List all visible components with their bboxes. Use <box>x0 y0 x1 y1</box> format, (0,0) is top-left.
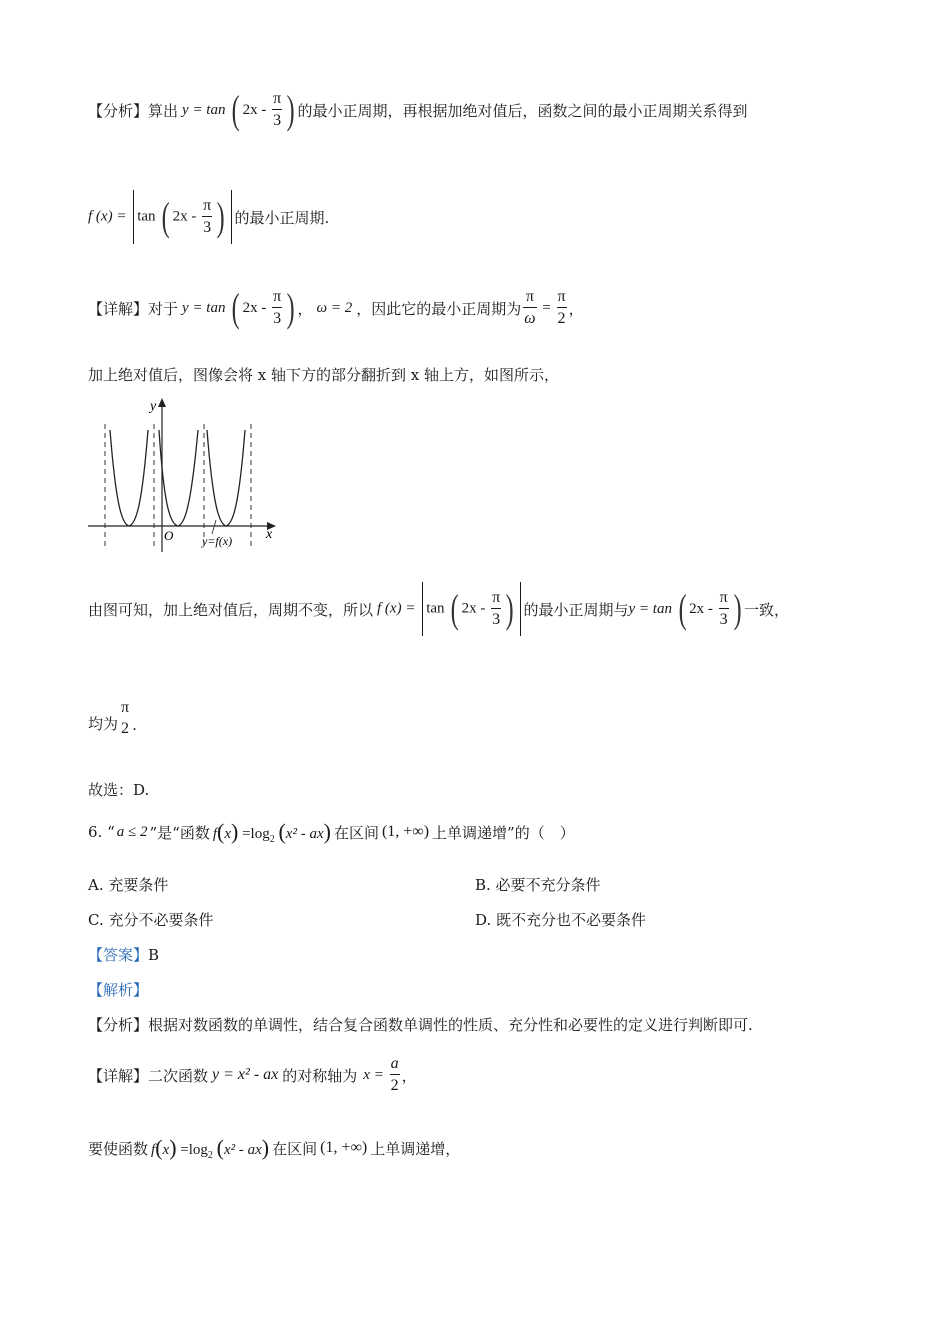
detail-text-6: 均为 <box>88 715 119 733</box>
curve-label: y=f(x) <box>202 534 233 548</box>
analysis-tag: 【分析】 <box>88 101 149 120</box>
fraction-pi-3: $\frac{\pi}{3}$ <box>272 89 282 132</box>
detail-paragraph-1 <box>88 280 584 336</box>
curve-label-pointer <box>212 520 216 534</box>
detail-text-10: 要使函数 <box>88 1139 149 1158</box>
y-axis-arrow <box>158 398 166 407</box>
abs-tan-graph <box>86 396 282 554</box>
detail-text-8: 二次函数 <box>148 1066 209 1085</box>
detail-paragraph-3 <box>88 580 789 638</box>
analysis-heading: 【解析】 <box>88 981 149 999</box>
formula-y-tan: y = tan ( 2x - $\frac{\pi}{3}$ ) <box>628 586 742 631</box>
question-6 <box>88 812 575 852</box>
detail-text-11: 在区间 <box>272 1139 318 1158</box>
interval: (1, +∞) <box>381 823 430 840</box>
detail-text-12: 上单调递增， <box>370 1139 461 1158</box>
x-axis-label: x <box>266 527 273 542</box>
detail-text-9: 的对称轴为 <box>282 1066 358 1085</box>
analysis-paragraph-3 <box>88 1014 753 1035</box>
detail-text-7: . <box>132 716 137 734</box>
option-b[interactable]: B. 必要不充分条件 <box>475 876 601 894</box>
detail-text-3: 由图可知，加上绝对值后，周期不变，所以 <box>88 600 374 619</box>
detail-tag: 【详解】 <box>88 299 149 318</box>
formula-axis: x = $\frac{a}{2}$ <box>363 1054 401 1097</box>
formula-f-abs-tan: f (x) = tan ( 2x - $\frac{\pi}{3}$ ) <box>377 582 524 636</box>
detail-text-5: 一致， <box>743 600 789 619</box>
analysis-paragraph-1 <box>88 82 747 138</box>
interval: (1, +∞) <box>320 1139 368 1156</box>
detail-text-2: ，因此它的最小正周期为 <box>356 299 522 318</box>
fraction-pi-3: $\frac{\pi}{3}$ <box>202 196 212 239</box>
fraction-pi-3: $\frac{\pi}{3}$ <box>272 287 282 330</box>
abs-tan-curves <box>110 430 245 526</box>
detail-tag-2: 【详解】 <box>88 1066 149 1085</box>
analysis-text-3: 的最小正周期. <box>234 208 330 227</box>
detail-paragraph-5 <box>88 1050 417 1100</box>
y-axis-label: y <box>150 399 157 414</box>
detail-text-4: 的最小正周期与 <box>523 600 629 619</box>
analysis-text-2: 的最小正周期，再根据加绝对值后，函数之间的最小正周期关系得到 <box>297 101 748 120</box>
asymptotes <box>105 424 251 546</box>
fraction-pi-2: π 2 <box>121 699 130 737</box>
detail-comma-3: ， <box>401 1066 417 1085</box>
formula-y-tan: y = tan ( 2x - $\frac{\pi}{3}$ ) <box>182 87 295 132</box>
answer-value: B <box>148 946 160 964</box>
answer-tag: 【答案】 <box>88 946 149 964</box>
detail-comma-2: ， <box>568 299 584 318</box>
analysis-paragraph-2 <box>88 188 329 246</box>
origin-label: O <box>164 528 174 543</box>
question-text-1: ”是“函数 <box>149 823 210 842</box>
option-c[interactable]: C. 充分不必要条件 <box>88 911 214 929</box>
analysis-text-4: 根据对数函数的单调性，结合复合函数单调性的性质、充分性和必要性的定义进行判断即可. <box>148 1016 753 1034</box>
formula-quadratic: y = x² - ax <box>212 1066 279 1083</box>
answer-line <box>88 944 159 965</box>
option-a[interactable]: A. 充要条件 <box>88 876 169 894</box>
formula-y-tan: y = tan ( 2x - $\frac{\pi}{3}$ ) <box>182 285 295 330</box>
question-text-3: 上单调递增”的（ ） <box>432 823 575 842</box>
question-number: 6. “ <box>88 823 115 841</box>
detail-paragraph-4 <box>88 690 137 740</box>
condition: a ≤ 2 <box>116 823 148 840</box>
formula-omega: ω = 2 <box>316 299 353 316</box>
detail-comma-1: ， <box>297 299 313 318</box>
question-text-2: 在区间 <box>333 823 379 842</box>
option-d[interactable]: D. 既不充分也不必要条件 <box>475 911 647 929</box>
detail-paragraph-6 <box>88 1128 460 1168</box>
detail-paragraph-2: 加上绝对值后，图像会将 x 轴下方的部分翻折到 x 轴上方，如图所示， <box>88 366 559 384</box>
formula-f-abs-tan: f (x) = tan ( 2x - $\frac{\pi}{3}$ ) <box>88 190 235 244</box>
formula-f-log: $f(x) =\log_2$ (x² - ax) <box>212 819 331 845</box>
detail-text-1: 对于 <box>148 299 179 318</box>
analysis-text-1: 算出 <box>148 101 179 120</box>
analysis-tag-2: 【分析】 <box>88 1016 149 1034</box>
formula-f-log: $f(x) =\log_2$ (x² - ax) <box>151 1135 270 1161</box>
choice-result: 故选：D. <box>88 781 150 799</box>
formula-period: $\frac{\pi}{\omega}$ = $\frac{\pi}{2}$ <box>521 287 568 330</box>
